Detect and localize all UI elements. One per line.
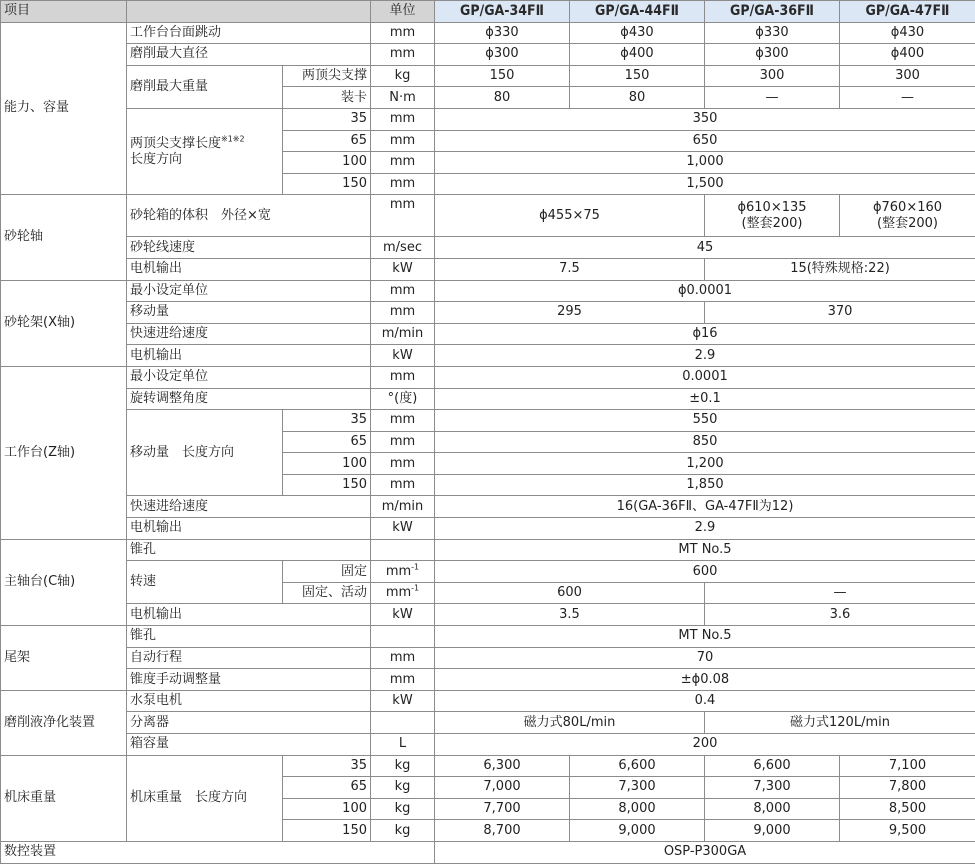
value-cell: 0.0001 <box>435 366 975 388</box>
table-row <box>1 561 975 583</box>
value-cell: 300 <box>840 65 975 87</box>
unit-cell <box>371 539 435 561</box>
table-row <box>1 410 975 432</box>
length-cell: 35 <box>283 410 371 432</box>
unit-sup: -1 <box>411 583 420 593</box>
value-cell <box>705 195 840 237</box>
value-cell: MT No.5 <box>435 626 975 648</box>
value-cell: 6,600 <box>570 755 705 777</box>
row-label: 电机输出 <box>127 258 371 280</box>
value-cell: 350 <box>435 108 975 130</box>
header-unit: 单位 <box>371 1 435 23</box>
value-cell: 8,700 <box>435 820 570 842</box>
value-cell: ±ϕ0.08 <box>435 669 975 691</box>
category-coolant: 磨削液净化装置 <box>1 690 127 755</box>
table-row <box>1 345 975 367</box>
category-machine-weight: 机床重量 <box>1 755 127 841</box>
table-row <box>1 195 975 237</box>
value-cell: 7,100 <box>840 755 975 777</box>
value-cell: 9,500 <box>840 820 975 842</box>
value-cell: — <box>705 582 975 604</box>
value-cell: — <box>840 87 975 109</box>
unit-cell: °(度) <box>371 388 435 410</box>
value-cell: 1,500 <box>435 173 975 195</box>
unit-cell: mm <box>371 474 435 496</box>
table-row <box>1 518 975 540</box>
unit-cell: mm <box>371 22 435 44</box>
unit-cell: L <box>371 734 435 756</box>
value-cell: 15(特殊规格:22) <box>705 258 975 280</box>
value-cell: 3.6 <box>705 604 975 626</box>
table-row <box>1 755 975 777</box>
row-label: 最小设定单位 <box>127 280 371 302</box>
value-cell: 70 <box>435 647 975 669</box>
value-cell: 2.9 <box>435 345 975 367</box>
value-cell: OSP-P300GA <box>435 841 975 863</box>
category-nc: 数控装置 <box>1 841 435 863</box>
value-cell: 600 <box>435 582 705 604</box>
row-label: 快速进给速度 <box>127 496 371 518</box>
table-row <box>1 669 975 691</box>
unit-cell: kg <box>371 777 435 799</box>
value-cell: 45 <box>435 237 975 259</box>
table-row <box>1 734 975 756</box>
value-line: ϕ760×160 <box>872 199 943 215</box>
row-label: 自动行程 <box>127 647 371 669</box>
unit-cell: kW <box>371 604 435 626</box>
value-cell: ϕ0.0001 <box>435 280 975 302</box>
length-cell: 100 <box>283 152 371 174</box>
category-spindle-head: 主轴台(C轴) <box>1 539 127 625</box>
value-cell: 600 <box>435 561 975 583</box>
label-text: 长度方向 <box>130 151 183 167</box>
unit-cell: m/sec <box>371 237 435 259</box>
length-cell: 150 <box>283 820 371 842</box>
value-line: (整套200) <box>877 215 938 231</box>
header-model-2: GP/GA-44FⅡ <box>570 1 705 23</box>
table-row <box>1 44 975 66</box>
value-cell: 7,300 <box>570 777 705 799</box>
value-cell: ±0.1 <box>435 388 975 410</box>
value-cell: 7,800 <box>840 777 975 799</box>
unit-cell: mm <box>371 366 435 388</box>
unit-text: mm <box>385 563 412 579</box>
unit-cell <box>371 582 435 604</box>
value-cell: 6,300 <box>435 755 570 777</box>
label-text: 两顶尖支撑长度 <box>130 135 222 151</box>
header-blank <box>127 1 371 23</box>
value-cell: ϕ330 <box>705 22 840 44</box>
length-cell: 150 <box>283 173 371 195</box>
sub-label: 固定 <box>283 561 371 583</box>
value-cell: 850 <box>435 431 975 453</box>
row-label <box>127 108 283 194</box>
length-cell: 35 <box>283 108 371 130</box>
category-table: 工作台(Z轴) <box>1 366 127 539</box>
value-cell: 磁力式80L/min <box>435 712 705 734</box>
row-label: 转速 <box>127 561 283 604</box>
value-line: (整套200) <box>741 215 803 231</box>
value-cell: ϕ300 <box>435 44 570 66</box>
unit-cell: kg <box>371 820 435 842</box>
value-cell: ϕ400 <box>570 44 705 66</box>
sub-label: 两顶尖支撑 <box>283 65 371 87</box>
table-row <box>1 302 975 324</box>
row-label: 移动量 长度方向 <box>127 410 283 496</box>
unit-cell: mm <box>371 410 435 432</box>
value-cell: 80 <box>435 87 570 109</box>
footnote-mark: ※1※2 <box>221 134 245 144</box>
value-cell: 300 <box>705 65 840 87</box>
unit-cell: kW <box>371 518 435 540</box>
value-cell <box>840 195 975 237</box>
value-cell: — <box>705 87 840 109</box>
header-row <box>1 1 975 23</box>
table-row <box>1 841 975 863</box>
value-cell: 3.5 <box>435 604 705 626</box>
value-cell: 2.9 <box>435 518 975 540</box>
unit-cell <box>371 561 435 583</box>
length-cell: 100 <box>283 798 371 820</box>
unit-cell: kW <box>371 690 435 712</box>
table-row <box>1 280 975 302</box>
table-row <box>1 65 975 87</box>
row-label: 箱容量 <box>127 734 371 756</box>
value-cell: 6,600 <box>705 755 840 777</box>
unit-cell: kg <box>371 65 435 87</box>
row-label: 分离器 <box>127 712 371 734</box>
value-cell: 150 <box>570 65 705 87</box>
unit-cell: mm <box>371 173 435 195</box>
value-cell: 9,000 <box>705 820 840 842</box>
sub-label: 装卡 <box>283 87 371 109</box>
value-line: ϕ610×135 <box>737 199 807 215</box>
row-label: 快速进给速度 <box>127 323 371 345</box>
unit-cell: mm <box>371 647 435 669</box>
value-cell: ϕ400 <box>840 44 975 66</box>
category-wheel-spindle: 砂轮轴 <box>1 195 127 280</box>
value-cell: 1,200 <box>435 453 975 475</box>
length-cell: 100 <box>283 453 371 475</box>
length-cell: 35 <box>283 755 371 777</box>
value-cell: MT No.5 <box>435 539 975 561</box>
header-model-4: GP/GA-47FⅡ <box>840 1 975 23</box>
unit-cell: mm <box>371 453 435 475</box>
row-label: 最小设定单位 <box>127 366 371 388</box>
row-label: 磨削最大直径 <box>127 44 371 66</box>
table-row <box>1 323 975 345</box>
unit-cell: mm <box>371 280 435 302</box>
header-item: 项目 <box>1 1 127 23</box>
row-label: 锥度手动调整量 <box>127 669 371 691</box>
length-cell: 150 <box>283 474 371 496</box>
value-cell: 7,700 <box>435 798 570 820</box>
value-cell: ϕ330 <box>435 22 570 44</box>
category-tailstock: 尾架 <box>1 626 127 691</box>
unit-cell: mm <box>371 130 435 152</box>
unit-cell: kW <box>371 258 435 280</box>
value-cell: 1,000 <box>435 152 975 174</box>
table-row <box>1 626 975 648</box>
value-cell: 80 <box>570 87 705 109</box>
unit-cell: mm <box>371 431 435 453</box>
value-cell: 9,000 <box>570 820 705 842</box>
row-label: 电机输出 <box>127 518 371 540</box>
table-row <box>1 496 975 518</box>
row-label: 机床重量 长度方向 <box>127 755 283 841</box>
unit-sup: -1 <box>411 562 420 572</box>
value-cell: 550 <box>435 410 975 432</box>
unit-cell: m/min <box>371 323 435 345</box>
unit-cell: mm <box>371 108 435 130</box>
value-cell: 8,500 <box>840 798 975 820</box>
value-cell: 8,000 <box>705 798 840 820</box>
table-row <box>1 237 975 259</box>
row-label: 锥孔 <box>127 626 371 648</box>
header-model-3: GP/GA-36FⅡ <box>705 1 840 23</box>
length-cell: 65 <box>283 777 371 799</box>
row-label: 磨削最大重量 <box>127 65 283 108</box>
value-cell: 7.5 <box>435 258 705 280</box>
unit-text: mm <box>385 585 412 601</box>
table-row <box>1 647 975 669</box>
category-wheel-head: 砂轮架(X轴) <box>1 280 127 366</box>
unit-cell: mm <box>371 44 435 66</box>
table-row <box>1 388 975 410</box>
table-row <box>1 258 975 280</box>
unit-cell: kg <box>371 755 435 777</box>
value-cell: 1,850 <box>435 474 975 496</box>
value-cell: ϕ300 <box>705 44 840 66</box>
value-cell: 8,000 <box>570 798 705 820</box>
sub-label: 固定、活动 <box>283 582 371 604</box>
table-row <box>1 539 975 561</box>
category-capacity: 能力、容量 <box>1 22 127 195</box>
row-label: 移动量 <box>127 302 371 324</box>
length-cell: 65 <box>283 130 371 152</box>
value-cell: 0.4 <box>435 690 975 712</box>
row-label: 工作台台面跳动 <box>127 22 371 44</box>
header-model-1: GP/GA-34FⅡ <box>435 1 570 23</box>
unit-cell: mm <box>371 302 435 324</box>
row-label: 电机输出 <box>127 604 371 626</box>
table-row <box>1 22 975 44</box>
value-cell: 650 <box>435 130 975 152</box>
value-cell: ϕ430 <box>570 22 705 44</box>
table-row <box>1 690 975 712</box>
unit-cell: mm <box>371 669 435 691</box>
table-row <box>1 366 975 388</box>
row-label: 电机输出 <box>127 345 371 367</box>
length-cell: 65 <box>283 431 371 453</box>
unit-cell: mm <box>371 152 435 174</box>
unit-cell: N·m <box>371 87 435 109</box>
value-cell: 7,000 <box>435 777 570 799</box>
unit-cell: kW <box>371 345 435 367</box>
table-row <box>1 712 975 734</box>
value-cell: ϕ16 <box>435 323 975 345</box>
value-cell: 磁力式120L/min <box>705 712 975 734</box>
table-row <box>1 108 975 130</box>
row-label: 砂轮线速度 <box>127 237 371 259</box>
unit-cell: mm <box>371 195 435 237</box>
value-cell: 200 <box>435 734 975 756</box>
value-cell: ϕ455×75 <box>435 195 705 237</box>
table-row <box>1 604 975 626</box>
value-cell: 150 <box>435 65 570 87</box>
value-cell: 7,300 <box>705 777 840 799</box>
unit-cell: kg <box>371 798 435 820</box>
unit-cell: m/min <box>371 496 435 518</box>
row-label: 砂轮箱的体积 外径×宽 <box>127 195 371 237</box>
unit-cell <box>371 626 435 648</box>
row-label: 旋转调整角度 <box>127 388 371 410</box>
row-label: 水泵电机 <box>127 690 371 712</box>
value-cell: ϕ430 <box>840 22 975 44</box>
value-cell: 295 <box>435 302 705 324</box>
row-label: 锥孔 <box>127 539 371 561</box>
value-cell: 16(GA-36FⅡ、GA-47FⅡ为12) <box>435 496 975 518</box>
value-cell: 370 <box>705 302 975 324</box>
unit-cell <box>371 712 435 734</box>
